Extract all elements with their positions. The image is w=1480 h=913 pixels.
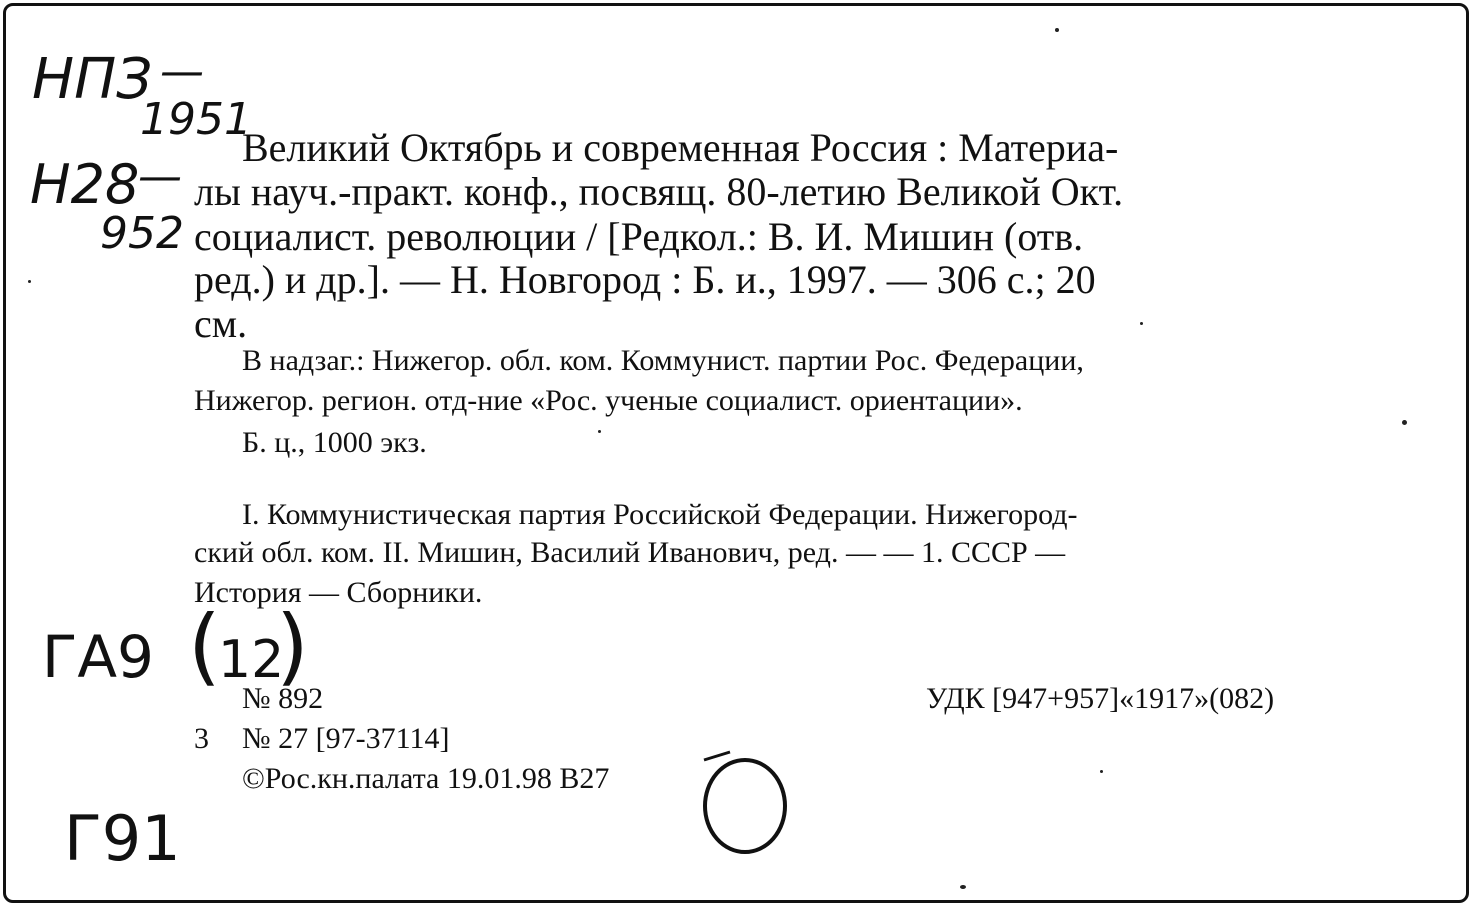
handwritten-year-1951: 1951 <box>140 94 252 145</box>
scan-speck <box>1402 420 1407 425</box>
subject-line: История — Сборники. <box>194 576 483 609</box>
issue-number: № 27 [97-37114] <box>242 722 450 755</box>
handwritten-code-g91: Г91 <box>64 802 181 875</box>
note-line: Б. ц., 1000 экз. <box>242 426 427 459</box>
handwritten-code-ga9: ГА9 <box>42 623 154 691</box>
issue-prefix: 3 <box>194 722 209 755</box>
scan-speck <box>1055 28 1059 32</box>
handwritten-dash-1: — <box>160 46 204 97</box>
scan-speck <box>1100 770 1103 773</box>
description-line: Великий Октябрь и современная Россия : Материа- <box>242 125 1119 170</box>
description-line: лы науч.-практ. конф., посвящ. 80-летию Великой Окт. <box>194 169 1124 214</box>
card-number: № 892 <box>242 682 324 715</box>
scan-speck <box>960 885 966 889</box>
copyright-line: ©Рос.кн.палата 19.01.98 В27 <box>242 762 610 795</box>
handwritten-dash-2: — <box>138 151 182 202</box>
description-line: см. <box>194 301 248 346</box>
handwritten-paren-close: ) <box>276 597 309 695</box>
subject-line: I. Коммунистическая партия Российской Федерации. Нижегород- <box>242 498 1078 531</box>
scan-speck <box>1140 322 1143 325</box>
scan-speck <box>28 280 31 283</box>
subject-line: ский обл. ком. II. Мишин, Василий Иванович, ред. — — 1. СССР — <box>194 536 1066 569</box>
scan-speck <box>598 430 601 433</box>
description-line: ред.) и др.]. — Н. Новгород : Б. и., 1997. — 306 с.; 20 <box>194 257 1096 302</box>
handwritten-num-952: 952 <box>100 208 184 259</box>
hand-drawn-oval <box>690 740 800 860</box>
note-line: В надзаг.: Нижегор. обл. ком. Коммунист. партии Рос. Федерации, <box>242 344 1084 377</box>
handwritten-num-12: 12 <box>218 630 285 690</box>
handwritten-code-npz: НПЗ <box>32 47 153 112</box>
handwritten-paren-open: ( <box>188 597 221 695</box>
description-line: социалист. революции / [Редкол.: В. И. Мишин (отв. <box>194 214 1084 259</box>
udc-code: УДК [947+957]«1917»(082) <box>926 682 1275 715</box>
handwritten-code-n28: Н28 <box>30 153 140 216</box>
note-line: Нижегор. регион. отд-ние «Рос. ученые социалист. ориентации». <box>194 384 1023 417</box>
